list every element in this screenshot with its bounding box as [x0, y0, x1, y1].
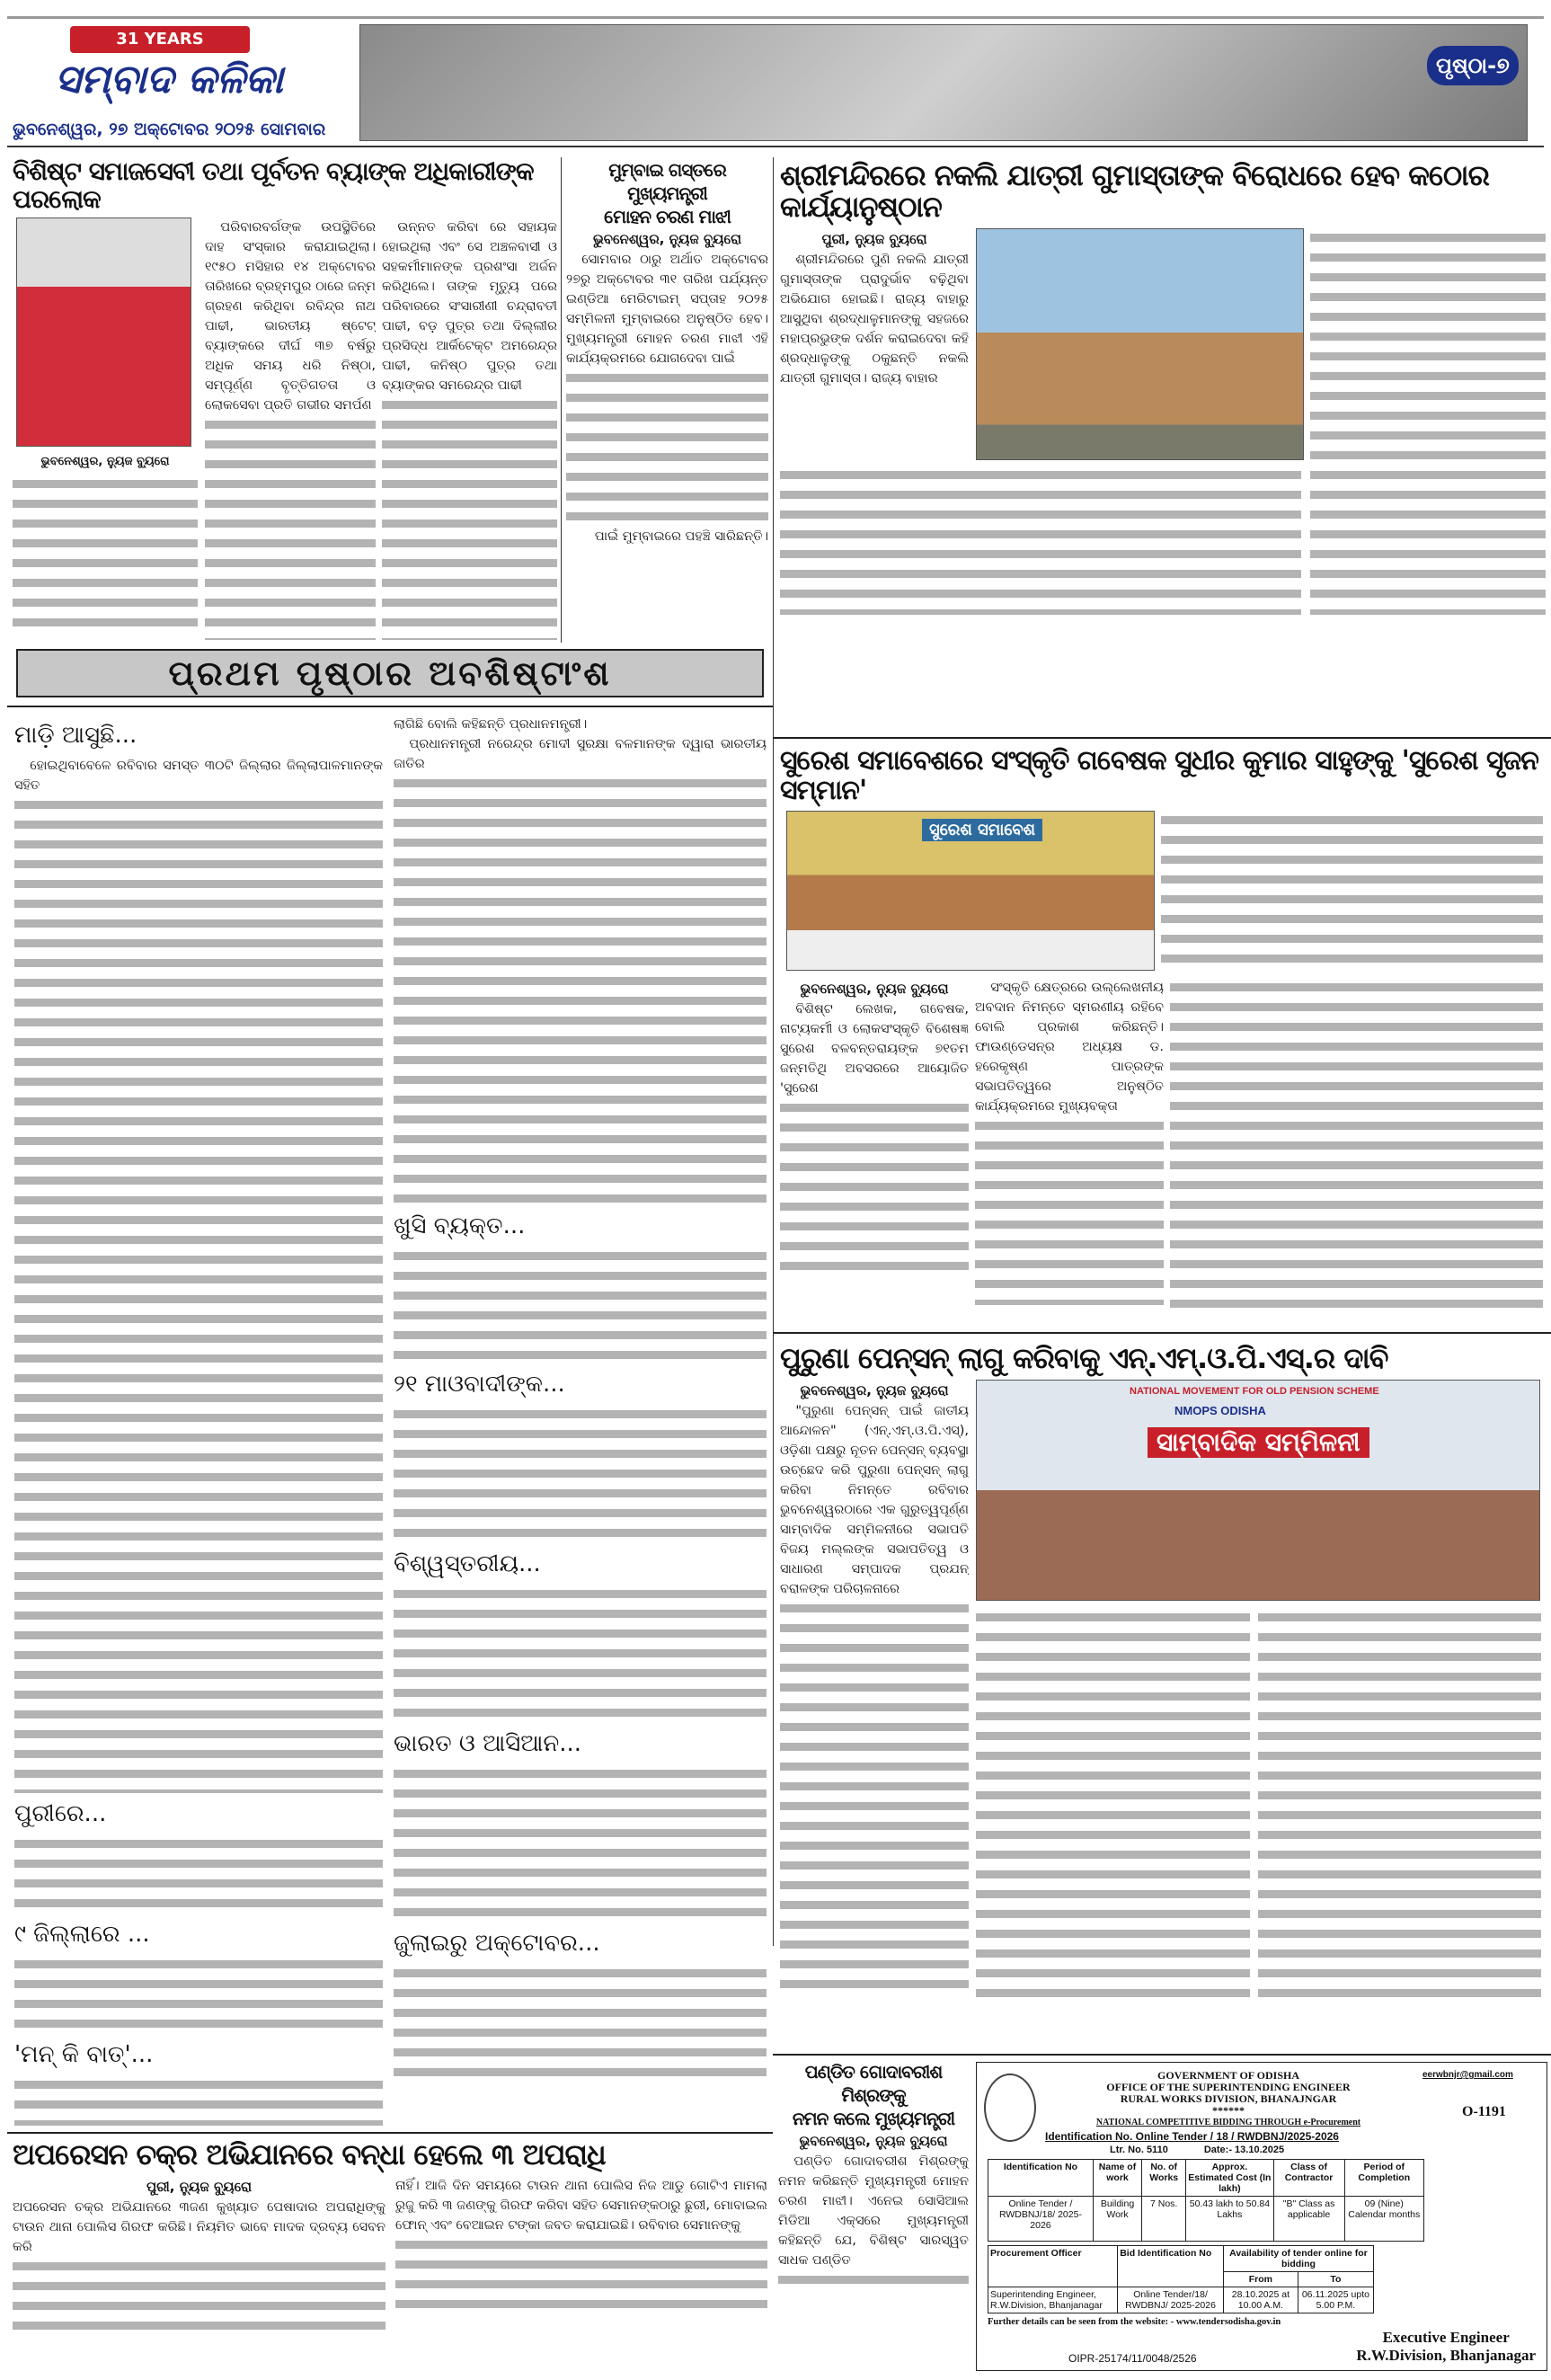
tender-identification: Identification No. Online Tender / 18 / RWDBNJ/2025-2026 [1045, 2130, 1339, 2143]
th: Class of Contractor [1273, 2160, 1344, 2197]
section-head: ପୁରୀରେ... [14, 1800, 107, 1827]
headline-line: ମୁମ୍ବାଇ ଗସ୍ତରେ ମୁଖ୍ୟମନ୍ତ୍ରୀ [608, 159, 726, 204]
th: Procurement Officer [988, 2246, 1118, 2287]
headline-suresh-samabesh: ସୁରେଶ ସମାବେଶରେ ସଂସ୍କୃତି ଗବେଷକ ସୁଧୀର କୁମାର ସାହୁଙ୍କୁ 'ସୁରେଶ ସୃଜନ ସମ୍ମାନ' [780, 745, 1538, 806]
page-number: ୭ [1496, 53, 1510, 78]
article-text: ପଣ୍ଡିତ ଗୋଦାବରୀଶ ମିଶ୍ରଙ୍କୁ ନମନ କରିଛନ୍ତି ମୁଖ୍ୟମନ୍ତ୍ରୀ ମୋହନ ଚରଣ ମାଝୀ। ଏନେଇ ସୋସିଆଲ ମିଡିଆ ଏକ୍ସରେ ମୁଖ୍ୟମନ୍ତ୍ରୀ କହିଛନ୍ତି ଯେ, ବିଶିଷ୍ଟ ସାରସ୍ୱତ ସାଧକ ପଣ୍ଡିତ [778, 2152, 969, 2290]
headline-srimandir: ଶ୍ରୀମନ୍ଦିରରେ ନକଲି ଯାତ୍ରୀ ଗୁମାସ୍ତାଙ୍କ ବିରୋଧରେ ହେବ କଠୋର କାର୍ଯ୍ୟାନୁଷ୍ଠାନ [780, 158, 1489, 225]
td: 06.11.2025 upto 5.00 P.M. [1298, 2287, 1373, 2313]
continuation-column-2 [394, 715, 767, 2126]
tender-footer [988, 2329, 1536, 2365]
tender-office: OFFICE OF THE SUPERINTENDING ENGINEER [1106, 2081, 1351, 2093]
td: Building Work [1093, 2197, 1141, 2242]
article-text [780, 466, 1301, 615]
photo-banner-text: ସାମ୍ବାଦିକ ସମ୍ମିଳନୀ [1148, 1427, 1369, 1458]
byline: ଭୁବନେଶ୍ୱର, ନ୍ୟୁଜ ବ୍ୟୁରୋ [799, 2133, 948, 2149]
article-text: ପରିବାରବର୍ଗଙ୍କ ଉପସ୍ଥିତିରେ ଦାହ ସଂସ୍କାର କରାଯାଇଥିଲା। ୧୯୫୦ ମସିହାର ୧୪ ଅକ୍ଟୋବର ତାରିଖରେ ବ୍ରହ୍ମପୁର ଠାରେ ଜନ୍ମ ଗ୍ରହଣ କରିଥିବା ରବିନ୍ଦ୍ର ନାଥ ପାଢୀ, ଭାରତୀୟ ଷ୍ଟେଟ୍ ବ୍ୟାଙ୍କରେ ଦୀର୍ଘ ୩୭ ବର୍ଷରୁ ଅଧିକ ସମୟ ଧରି ନିଷ୍ଠା, ସମ୍ପୂର୍ଣ୍ଣ ବୃତ୍ତିଗତତା ଓ ଲୋକସେବା ପ୍ରତି ଗଭୀର ସମର୍ପଣ [205, 218, 376, 640]
section-text: ଲାଗିଛି ବୋଲି କହିଛନ୍ତି ପ୍ରଧାନମନ୍ତ୍ରୀ। [394, 717, 588, 732]
divider [7, 706, 773, 707]
column-rule [561, 157, 562, 643]
article-text: "ପୁରୁଣା ପେନ୍‌ସନ୍ ପାଇଁ ଜାତୀୟ ଆନ୍ଦୋଳନ" (ଏନ୍.ଏମ୍.ଓ.ପି.ଏସ୍), ଓଡ଼ିଶା ପକ୍ଷରୁ ନୂତନ ପେନ୍‌ସନ୍ ବ୍ୟବସ୍ଥା ଉଚ୍ଛେଦ କରି ପୁରୁଣା ପେନ୍‌ସନ୍ ଲାଗୁ କରିବା ନିମନ୍ତେ ରବିବାର ଭୁବନେଶ୍ୱରଠାରେ ଏକ ଗୁରୁତ୍ୱପୂର୍ଣ୍ଣ ସାମ୍ବାଦିକ ସମ୍ମିଳନୀରେ ସଭାପତି ବିଜୟ ମଲ୍ଲଙ୍କ ସଭାପତିତ୍ୱ ଓ ସାଧାରଣ ସମ୍ପାଦକ ପ୍ରଯନ୍ ବରାଳଙ୍କ ପରିଚାଳନାରେ [780, 1401, 969, 2009]
tender-email: eerwbnjr@gmail.com [1422, 2070, 1513, 2080]
continued-from-front-page-banner: ପ୍ରଥମ ପୃଷ୍ଠାର ଅବଶିଷ୍ଟାଂଶ [16, 649, 764, 697]
section-head: ଜୁଲାଇରୁ ଅକ୍ଟୋବର... [394, 1930, 600, 1957]
th: Bid Identification No [1118, 2246, 1224, 2287]
tender-website-link[interactable]: Further details can be seen from the website: - www.tendersodisha.gov.in [988, 2317, 1281, 2327]
masthead [7, 16, 1544, 147]
tender-table [988, 2159, 1424, 2242]
paper-title-logo: ସମ୍ବାଦ କଳିକା [54, 57, 284, 102]
dateline: ଭୁବନେଶ୍ୱର, ୨୭ ଅକ୍ଟୋବର ୨୦୨୫ ସୋମବାର [13, 120, 326, 139]
column-rule [773, 157, 774, 1946]
article-text [1258, 1608, 1541, 2003]
headline-cm-mumbai [566, 158, 768, 228]
article-old-pension [780, 1343, 1546, 2009]
headline-line: ପଣ୍ଡିତ ଗୋଦାବରୀଶ ମିଶ୍ରଙ୍କୁ [804, 2061, 943, 2106]
sign-line: R.W.Division, Bhanjanagar [1356, 2347, 1536, 2364]
td: 7 Nos. [1142, 2197, 1186, 2242]
obituary-portrait-photo [16, 218, 191, 447]
section-head: ଭାରତ ଓ ଆସିଆନ... [394, 1730, 582, 1757]
article-text: ବିଶିଷ୍ଟ ଲେଖକ, ଗବେଷକ, ନାଟ୍ୟକର୍ମୀ ଓ ଲୋକସଂସ୍କୃତି ବିଶେଷଜ୍ଞ ସୁରେଶ ବଳବନ୍ତରାୟଙ୍କ ୭୧ତମ ଜନ୍ମତିଥି ଅବସରରେ ଆୟୋଜିତ 'ସୁରେଶ [780, 999, 969, 1319]
td: Online Tender / RWDBNJ/18/ 2025-2026 [988, 2197, 1094, 2242]
tender-gov: GOVERNMENT OF ODISHA [1157, 2069, 1299, 2082]
td: 50.43 lakh to 50.84 Lakhs [1186, 2197, 1273, 2242]
byline: ଭୁବନେଶ୍ୱର, ନ୍ୟୁଜ ବ୍ୟୁରୋ [800, 981, 949, 997]
byline: ଭୁବନେଶ୍ୱର, ନ୍ୟୁଜ ବ୍ୟୁରୋ [592, 231, 741, 247]
pension-press-meet-photo [976, 1380, 1540, 1601]
page-label: ପୃଷ୍ଠା- [1436, 53, 1497, 78]
article-operation-chakra [13, 2139, 767, 2338]
th: To [1298, 2272, 1373, 2287]
article-text [1161, 811, 1543, 971]
tender-division: RURAL WORKS DIVISION, BHANAJNGAR [1120, 2092, 1337, 2105]
divider [773, 737, 1551, 739]
tender-advertisement [976, 2062, 1547, 2371]
td: 09 (Nine) Calendar months [1344, 2197, 1423, 2242]
th: Period of Completion [1344, 2160, 1423, 2197]
section-head: ୯ ଜିଲ୍ଲାରେ ... [14, 1921, 150, 1948]
tender-letter-no: Ltr. No. 5110 [1110, 2145, 1168, 2155]
section-head: ବିଶ୍ୱସ୍ତରୀୟ... [394, 1550, 541, 1577]
divider [773, 2054, 1551, 2056]
article-text [13, 475, 198, 636]
headline-operation-chakra: ଅପରେସନ ଚକ୍ର ଅଭିଯାନରେ ବନ୍ଧା ହେଲେ ୩ ଅପରାଧି [13, 2137, 606, 2171]
byline: ପୁରୀ, ନ୍ୟୁଜ ବ୍ୟୁରୋ [146, 2179, 253, 2196]
photo-banner-text: NATIONAL MOVEMENT FOR OLD PENSION SCHEME [1130, 1386, 1379, 1398]
section-text: ପ୍ରଧାନମନ୍ତ୍ରୀ ନରେନ୍ଦ୍ର ମୋଦୀ ସୁରକ୍ଷା ବଳମାନଙ୍କ ଦ୍ୱାରା ଭାରତୀୟ ଜାତିର [394, 737, 767, 771]
article-suresh-samabesh [780, 746, 1546, 1319]
article-text: ସୋମବାର ଠାରୁ ଅର୍ଥାତ ଅକ୍ଟୋବର ୨୭ରୁ ଅକ୍ଟୋବର ୩୧ ତାରିଖ ପର୍ଯ୍ୟନ୍ତ ଇଣ୍ଡିଆ ମେରିଟାଇମ୍ ସପ୍ତାହ ୨୦୨୫ ସମ୍ମିଳନୀ ମୁମ୍ବାଇରେ ଅନୁଷ୍ଠିତ ହେବ। ମୁଖ୍ୟମନ୍ତ୍ରୀ ମୋହନ ଚରଣ ମାଝୀ ଏହି କାର୍ଯ୍ୟକ୍ରମରେ ଯୋଗଦେବା ପାଇଁ [566, 250, 768, 527]
th: No. of Works [1142, 2160, 1186, 2197]
headline-obituary: ବିଶିଷ୍ଟ ସମାଜସେବୀ ତଥା ପୂର୍ବତନ ବ୍ୟାଙ୍କ ଅଧିକାରୀଙ୍କ ପରଲୋକ [13, 156, 534, 214]
th: From [1223, 2272, 1298, 2287]
td: 28.10.2025 at 10.00 A.M. [1223, 2287, 1298, 2313]
th: Approx. Estimated Cost (In lakh) [1186, 2160, 1273, 2197]
th: Identification No [988, 2160, 1094, 2197]
article-text: ଶ୍ରୀମନ୍ଦିରରେ ପୁଣି ନକଲି ଯାତ୍ରୀ ଗୁମାସ୍ତାଙ୍କ ପ୍ରାଦୁର୍ଭାବ ବଢ଼ିଥିବା ଅଭିଯୋଗ ହୋଇଛି। ରାଜ୍ୟ ବାହାରୁ ଆସୁଥିବା ଶ୍ରଦ୍ଧାଳୁମାନଙ୍କୁ ସହଜରେ ମହାପ୍ରଭୁଙ୍କ ଦର୍ଶନ କରାଇଦେବା କହି ଶ୍ରଦ୍ଧାଳୁଙ୍କୁ ଠକୁଛନ୍ତି ନକଲି ଯାତ୍ରୀ ଗୁମାସ୍ତା। ରାଜ୍ୟ ବାହାର [780, 253, 969, 386]
article-text: ଉନ୍ନତ କରିବା ରେ ସହାୟକ ହୋଇଥିଲା ଏବଂ ସେ ଅଞ୍ଚଳବାସୀ ଓ ସହକର୍ମୀମାନଙ୍କ ପ୍ରଶଂସା ଅର୍ଜନ କରିଥିଲେ। ତାଙ୍କ ମୃତ୍ୟୁ ପରେ ପରିବାରରେ ସଂସାରୀଣୀ ଚନ୍ଦ୍ରାବତୀ ପାଢୀ, ବଡ଼ ପୁତ୍ର ତଥା ଦିଲ୍ଲୀର ପ୍ରସିଦ୍ଧ ଆର୍କିଟେକ୍ଟ ଅମରେନ୍ଦ୍ର ପାଢୀ, କନିଷ୍ଠ ପୁତ୍ର ତଥା ବ୍ୟାଙ୍କର ସମରେନ୍ଦ୍ର ପାଢୀ [382, 218, 557, 640]
article-text [1310, 228, 1546, 615]
tender-table-2 [988, 2245, 1374, 2313]
section-head: ମାଡ଼ି ଆସୁଛି... [14, 722, 137, 749]
jagannath-temple-photo [976, 228, 1304, 460]
section-text: ହୋଇଥିବାବେଳେ ରବିବାର ସମସ୍ତ ୩୦ଟି ଜିଲ୍ଲାର ଜିଲ୍ଲାପାଳମାନଙ୍କ ସହିତ [14, 759, 383, 793]
article-text: ନାହିଁ। ଆଜି ଦିନ ସମୟରେ ଟାଉନ ଥାନା ପୋଲିସ ନିଜ ଆଡୁ ଗୋଟିଏ ମାମଲା ରୁଜୁ କରି ୩ ଜଣଙ୍କୁ ଗିରଫ କରିବା ସହିତ ସେମାନଙ୍କଠାରୁ ଛୁରୀ, ମୋବାଇଲ ଫୋନ୍ ଏବଂ ବେଆଇନ ଟଙ୍କା ଜବତ କରାଯାଇଛି। ରବିବାର ସେମାନଙ୍କୁ [395, 2176, 767, 2338]
anniversary-ribbon: 31 YEARS [70, 26, 250, 53]
tender-header [1049, 2070, 1408, 2128]
tender-code: O-1191 [1462, 2104, 1506, 2119]
article-text-end: ପାଇଁ ମୁମ୍ବାଇରେ ପହଞ୍ଚି ସାରିଛନ୍ତି। [594, 529, 768, 544]
article-text: ସଂସ୍କୃତି କ୍ଷେତ୍ରରେ ଉଲ୍ଲେଖନୀୟ ଅବଦାନ ନିମନ୍ତେ ସ୍ମରଣୀୟ ରହିବେ ବୋଲି ପ୍ରକାଶ କରିଛନ୍ତି। ଫାଉଣ୍ଡେସନ୍‌ର ଅଧ୍ୟକ୍ଷ ଡ. ହରେକୃଷ୍ଣ ପାତ୍ରଙ୍କ ସଭାପତିତ୍ୱରେ ଅନୁଷ୍ଠିତ କାର୍ଯ୍ୟକ୍ରମରେ ମୁଖ୍ୟବକ୍ତା [975, 978, 1164, 1319]
tender-date: Date:- 13.10.2025 [1203, 2145, 1285, 2155]
headline-old-pension: ପୁରୁଣା ପେନ୍‌ସନ୍ ଲାଗୁ କରିବାକୁ ଏନ୍.ଏମ୍.ଓ.ପି.ଏସ୍.ର ଦାବି [780, 1341, 1388, 1375]
divider [7, 2132, 773, 2134]
article-text [976, 1608, 1250, 2003]
odisha-emblem-seal [984, 2074, 1036, 2142]
photo-banner-text: ସୁରେଶ ସମାବେଶ [922, 819, 1042, 841]
section-head: ୨୧ ମାଓବାଦୀଙ୍କ... [394, 1371, 565, 1398]
td: "B" Class as applicable [1273, 2197, 1344, 2242]
page-number-badge [1427, 46, 1519, 85]
article-cm-mumbai [566, 158, 768, 546]
article-text: ଅପରେସନ ଚକ୍ର ଅଭିଯାନରେ ୩ଜଣ କୁଖ୍ୟାତ ପେଷାଦାର ଅପରାଧିଙ୍କୁ ଟାଉନ ଥାନା ପୋଲିସ ଗିରଫ କରିଛି। ନିୟମିତ ଭାବେ ମାଦକ ଦ୍ରବ୍ୟ ସେବନ କରି [13, 2198, 386, 2338]
continuation-column-1 [14, 715, 383, 2126]
tender-ref-row [1110, 2144, 1536, 2157]
article-obituary [13, 158, 557, 640]
section-head: ଖୁସି ବ୍ୟକ୍ତ... [394, 1212, 526, 1239]
th: Name of work [1093, 2160, 1141, 2197]
article-godabarish [778, 2060, 969, 2290]
tender-oipr: OIPR-25174/11/0048/2526 [1068, 2352, 1197, 2365]
byline: ଭୁବନେଶ୍ୱର, ନ୍ୟୁଜ ବ୍ୟୁରୋ [800, 1382, 949, 1399]
tender-signatory [1356, 2329, 1536, 2365]
headline-godabarish [778, 2060, 969, 2130]
section-head: 'ମନ୍ କି ବାତ୍'... [14, 2041, 154, 2068]
byline: ପୁରୀ, ନ୍ୟୁଜ ବ୍ୟୁରୋ [821, 231, 927, 248]
tender-ncb: NATIONAL COMPETITIVE BIDDING THROUGH e-Procurement [1095, 2118, 1361, 2127]
heritage-photo-strip [359, 24, 1528, 141]
article-text [1170, 978, 1543, 1319]
td: Superintending Engineer, R.W.Division, Bhanjanagar [988, 2287, 1118, 2313]
headline-line: ମୋହନ ଚରଣ ମାଝୀ [604, 206, 731, 227]
byline: ଭୁବନେଶ୍ୱର, ନ୍ୟୁଜ ବ୍ୟୁରୋ [40, 454, 170, 468]
table-row [988, 2197, 1424, 2242]
article-srimandir [780, 160, 1546, 615]
th: Availability of tender online for bidding [1223, 2246, 1373, 2272]
td: Online Tender/18/ RWDBNJ/ 2025-2026 [1118, 2287, 1224, 2313]
suresh-samabesh-photo [786, 811, 1155, 971]
headline-line: ନମନ କଲେ ମୁଖ୍ୟମନ୍ତ୍ରୀ [792, 2108, 955, 2129]
tender-stars: ****** [1212, 2104, 1245, 2117]
sign-line: Executive Engineer [1382, 2329, 1510, 2346]
divider [773, 1332, 1551, 1334]
photo-banner-text: NMOPS ODISHA [1174, 1404, 1266, 1418]
table-row [988, 2287, 1374, 2313]
